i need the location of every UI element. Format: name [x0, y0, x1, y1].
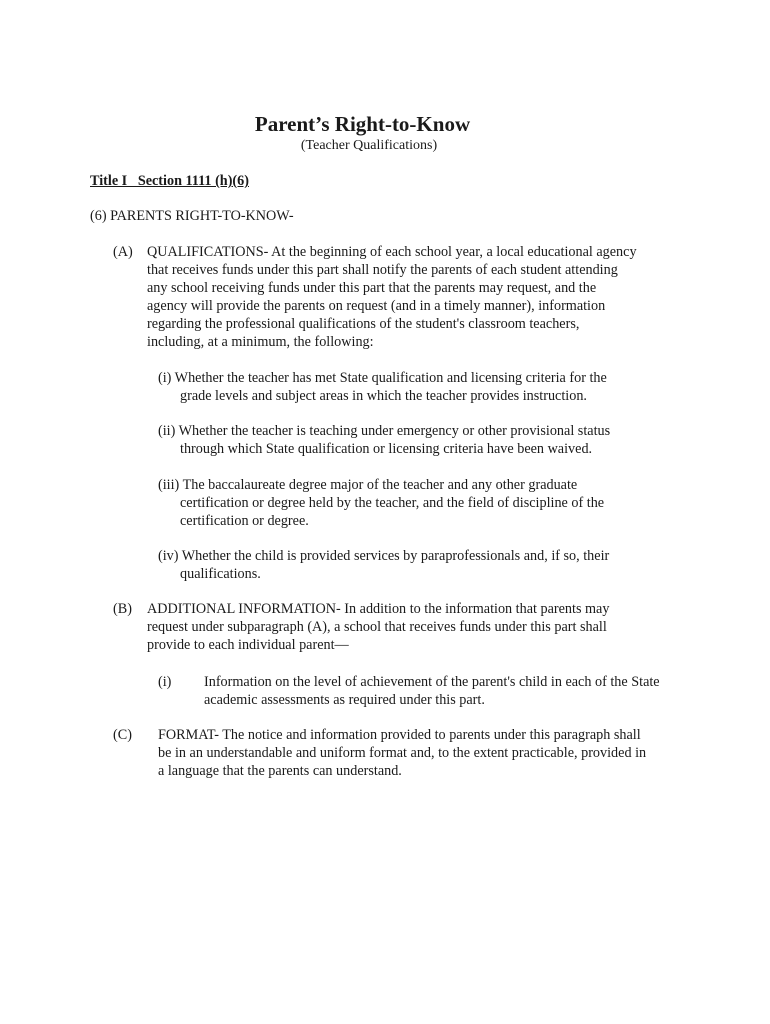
page-subtitle: (Teacher Qualifications) — [300, 138, 438, 153]
subitem-i-rest: grade levels and subject areas in which the teacher provides instruction. — [180, 388, 587, 404]
subitem-iv-first-line: (iv) Whether the child is provided services by paraprofessionals and, if so, their — [158, 548, 610, 564]
subitem-iv-rest: qualifications. — [180, 566, 261, 582]
subitem-ii-rest: through which State qualification or licensing criteria have been waived. — [180, 441, 593, 457]
subitem-i — [158, 369, 658, 405]
subitem-iii — [158, 476, 658, 530]
item-a-label: (A) — [113, 244, 133, 260]
subitem-ii — [158, 422, 658, 458]
subitem-iii-rest: certification or degree held by the teacher, and the field of discipline of the certification or degree. — [180, 495, 605, 529]
item-b-sub-text: Information on the level of achievement of the parent's child in each of the State academic assessments as required under this part. — [204, 674, 660, 708]
item-a-text: QUALIFICATIONS- At the beginning of each school year, a local educational agency that receives funds under this part shall notify the parents of each student attending any school receiving funds under this part that the parents may request, and the agency will provide the parents on request (and in a timely manner), information regarding the professional qualifications of the student's classroom teachers, including, at a minimum, the following: — [147, 244, 637, 350]
section-heading: (6) PARENTS RIGHT-TO-KNOW- — [90, 208, 294, 224]
item-c-label: (C) — [113, 727, 132, 743]
subitem-iii-first-line: (iii) The baccalaureate degree major of the teacher and any other graduate — [158, 477, 578, 493]
subitem-ii-first-line: (ii) Whether the teacher is teaching under emergency or other provisional status — [158, 423, 611, 439]
item-b-label: (B) — [113, 601, 132, 617]
item-b-text: ADDITIONAL INFORMATION- In addition to the information that parents may request under subparagraph (A), a school that receives funds under this part shall provide to each individual parent— — [147, 601, 610, 653]
page-title: Parent’s Right-to-Know — [254, 112, 471, 136]
section-reference: Title I Section 1111 (h)(6) — [90, 173, 249, 189]
item-b-sub-label: (i) — [158, 674, 172, 690]
subitem-i-first-line: (i) Whether the teacher has met State qualification and licensing criteria for the — [158, 370, 607, 386]
item-c-text: FORMAT- The notice and information provided to parents under this paragraph shall be in an understandable and uniform format and, to the extent practicable, provided in a language that the parents can understand. — [158, 727, 647, 779]
subitem-iv — [158, 547, 658, 583]
